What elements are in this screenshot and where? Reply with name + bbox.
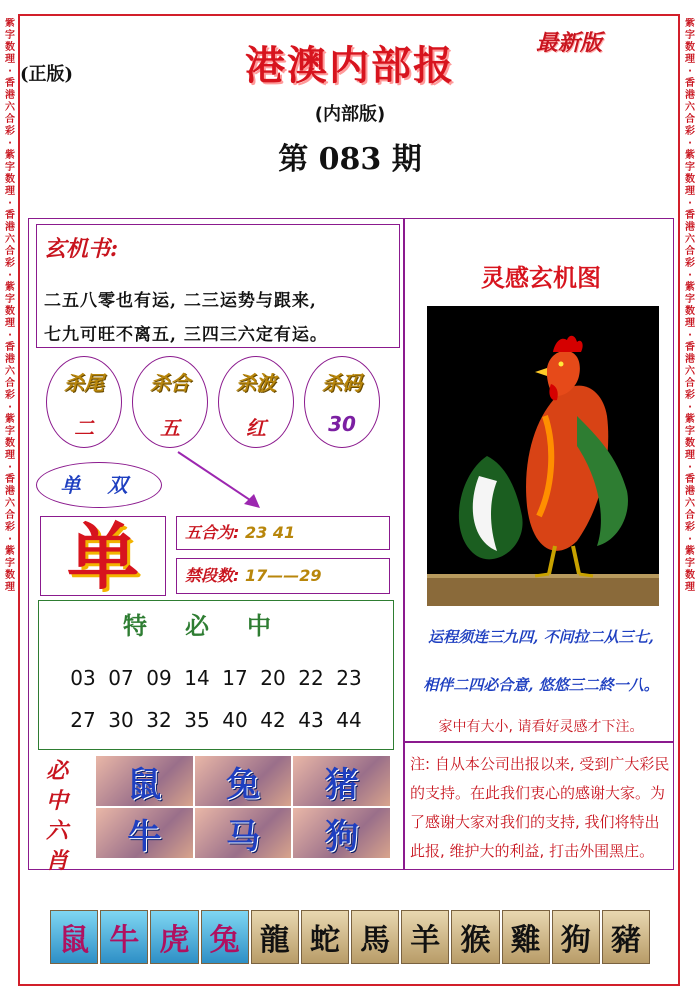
- side-strip-char: ·: [8, 66, 12, 77]
- side-strip-char: 香: [5, 210, 15, 221]
- side-strip-char: 字: [685, 426, 695, 437]
- zodiac-tile: 蛇: [301, 910, 349, 964]
- side-strip-char: 紫: [5, 150, 15, 161]
- oval-sha-ma: [304, 356, 380, 448]
- side-strip-char: ·: [8, 462, 12, 473]
- side-strip-char: 港: [685, 222, 695, 233]
- side-strip-char: 理: [685, 582, 695, 593]
- zodiac-tile: 兔: [201, 910, 249, 964]
- side-strip-char: 彩: [685, 390, 695, 401]
- number-cell: 30: [108, 708, 134, 732]
- side-strip-char: 彩: [5, 126, 15, 137]
- side-strip-char: 数: [685, 438, 695, 449]
- side-strip-char: 六: [5, 366, 15, 377]
- number-row-1: [40, 666, 392, 690]
- page-title: 港澳内部报: [245, 42, 455, 89]
- inspiration-title: 灵感玄机图: [481, 263, 601, 292]
- side-strip-char: 字: [685, 30, 695, 41]
- rooster-image: [427, 306, 659, 606]
- number-cell: 22: [298, 666, 324, 690]
- side-strip-char: 香: [685, 78, 695, 89]
- side-strip-char: 紫: [685, 150, 695, 161]
- number-cell: 40: [222, 708, 248, 732]
- zhuduan-box: [176, 558, 390, 594]
- side-strip-char: 港: [685, 354, 695, 365]
- zodiac-pick: 马: [195, 808, 292, 858]
- number-cell: 35: [184, 708, 210, 732]
- zodiac-tile: 豬: [602, 910, 650, 964]
- side-strip-char: 香: [5, 342, 15, 353]
- number-cell: 42: [260, 708, 286, 732]
- side-strip-char: 彩: [685, 126, 695, 137]
- side-strip-char: 合: [5, 114, 15, 125]
- side-strip-char: 合: [685, 246, 695, 257]
- side-strip-char: 字: [685, 162, 695, 173]
- side-strip-char: ·: [8, 402, 12, 413]
- number-cell: 32: [146, 708, 172, 732]
- side-strip-char: 彩: [5, 390, 15, 401]
- side-strip-char: 彩: [5, 258, 15, 269]
- zhuduan-label: 禁段数:: [185, 566, 240, 585]
- side-strip-char: 理: [5, 186, 15, 197]
- side-strip-char: 香: [5, 78, 15, 89]
- side-strip-char: 港: [685, 486, 695, 497]
- side-strip-char: 字: [5, 30, 15, 41]
- side-strip-char: ·: [688, 402, 692, 413]
- side-strip-char: 合: [5, 510, 15, 521]
- number-cell: 23: [336, 666, 362, 690]
- number-cell: 14: [184, 666, 210, 690]
- side-strip-char: 紫: [5, 414, 15, 425]
- side-strip-char: 合: [5, 246, 15, 257]
- zodiac-tile: 龍: [251, 910, 299, 964]
- number-row-2: [40, 708, 392, 732]
- number-cell: 03: [70, 666, 96, 690]
- wuhe-box: [176, 516, 390, 550]
- number-cell: 09: [146, 666, 172, 690]
- side-strip-char: 字: [5, 558, 15, 569]
- six-zodiac-label: 必中六肖: [45, 758, 68, 874]
- oval-label: 杀波: [236, 371, 276, 395]
- side-strip-char: 香: [685, 474, 695, 485]
- side-strip-char: 理: [685, 318, 695, 329]
- pointer-arrow-icon: [170, 446, 270, 516]
- side-strip-char: 理: [685, 186, 695, 197]
- zodiac-tile: 牛: [100, 910, 148, 964]
- wuhe-label: 五合为:: [185, 523, 240, 542]
- oval-value: 二: [74, 416, 94, 440]
- side-strip-char: 紫: [685, 282, 695, 293]
- oval-value: 30: [328, 412, 356, 436]
- number-cell: 17: [222, 666, 248, 690]
- tebi-title: 特必中: [123, 611, 309, 640]
- zodiac-pick: 狗: [293, 808, 390, 858]
- side-strip-char: 字: [5, 294, 15, 305]
- zodiac-pick: 鼠: [96, 756, 193, 806]
- zodiac-tile: 猴: [451, 910, 499, 964]
- side-strip-char: 数: [5, 570, 15, 581]
- side-strip-char: 紫: [685, 18, 695, 29]
- oval-value: 五: [160, 416, 180, 440]
- side-strip-char: 数: [685, 570, 695, 581]
- oval-sha-he: [132, 356, 208, 448]
- number-cell: 27: [70, 708, 96, 732]
- side-strip-char: 数: [5, 438, 15, 449]
- zhuduan-value: 17——29: [239, 566, 322, 585]
- right-verse-1: 运程须连三九四, 不问拉二从三七,: [428, 628, 654, 646]
- side-strip-char: ·: [688, 138, 692, 149]
- side-strip-char: 字: [685, 294, 695, 305]
- oval-sha-wei: [46, 356, 122, 448]
- side-strip-char: 紫: [685, 546, 695, 557]
- side-strip-char: 理: [5, 582, 15, 593]
- side-strip-char: 六: [685, 366, 695, 377]
- oval-sha-bo: [218, 356, 294, 448]
- side-strip-char: 紫: [5, 18, 15, 29]
- side-strip-char: ·: [8, 330, 12, 341]
- side-strip-char: 合: [5, 378, 15, 389]
- side-strip-char: ·: [688, 462, 692, 473]
- side-strip-char: 数: [685, 306, 695, 317]
- xuanji-title: 玄机书:: [44, 236, 119, 262]
- side-strip-char: ·: [688, 66, 692, 77]
- side-strip-char: ·: [688, 534, 692, 545]
- side-strip-char: 紫: [5, 546, 15, 557]
- side-strip-char: 数: [685, 174, 695, 185]
- zodiac-tile: 馬: [351, 910, 399, 964]
- side-strip-char: 数: [5, 306, 15, 317]
- side-strip-char: 彩: [685, 258, 695, 269]
- oval-value: 红: [246, 416, 266, 440]
- side-strip-char: 理: [5, 318, 15, 329]
- side-strip-char: ·: [8, 198, 12, 209]
- oval-label: 杀合: [150, 371, 190, 395]
- notice-text: 注: 自从本公司出报以来, 受到广大彩民的支持。在此我们衷心的感谢大家。为了感谢大家对我们的支持, 我们将特出此报, 维护大的利益, 打击外围黑庄。: [410, 755, 670, 860]
- side-strip-char: 港: [685, 90, 695, 101]
- xuanji-line-1: 二五八零也有运, 二三运势与跟来,: [44, 291, 317, 311]
- side-strip-char: 数: [5, 42, 15, 53]
- side-strip-char: ·: [8, 138, 12, 149]
- side-strip-char: 六: [685, 102, 695, 113]
- side-strip-char: 字: [5, 426, 15, 437]
- number-cell: 20: [260, 666, 286, 690]
- side-strip-char: 港: [5, 222, 15, 233]
- odd-even-label: 单 双: [36, 462, 162, 508]
- side-strip-char: 合: [685, 114, 695, 125]
- side-strip-char: 合: [685, 510, 695, 521]
- zodiac-pick: 猪: [293, 756, 390, 806]
- right-note: 家中有大小, 请看好灵感才下注。: [438, 719, 644, 735]
- side-strip-char: 紫: [5, 282, 15, 293]
- side-strip-char: ·: [688, 198, 692, 209]
- side-strip-char: 六: [5, 234, 15, 245]
- side-strip-char: 紫: [685, 414, 695, 425]
- side-strip-char: ·: [688, 270, 692, 281]
- side-strip-char: 彩: [5, 522, 15, 533]
- side-strip-char: 香: [685, 342, 695, 353]
- side-strip-char: 理: [5, 54, 15, 65]
- side-strip-char: 理: [685, 54, 695, 65]
- latest-edition-label: 最新版: [536, 30, 603, 56]
- side-strip-char: 香: [5, 474, 15, 485]
- side-strip-char: 字: [685, 558, 695, 569]
- number-cell: 43: [298, 708, 324, 732]
- zodiac-tile: 虎: [150, 910, 198, 964]
- side-strip-char: 数: [5, 174, 15, 185]
- oval-label: 杀尾: [64, 371, 104, 395]
- side-strip-char: 港: [5, 90, 15, 101]
- side-strip-char: ·: [8, 270, 12, 281]
- zodiac-tile: 狗: [552, 910, 600, 964]
- xuanji-line-2: 七九可旺不离五, 三四三六定有运。: [44, 325, 328, 345]
- side-strip-char: 六: [5, 498, 15, 509]
- side-strip-char: 六: [685, 234, 695, 245]
- zodiac-pick: 兔: [195, 756, 292, 806]
- issue-number: 第 083 期: [278, 142, 422, 177]
- zodiac-tile: 雞: [502, 910, 550, 964]
- zodiac-strip: [50, 910, 650, 964]
- zodiac-pick: 牛: [96, 808, 193, 858]
- zodiac-tile: 羊: [401, 910, 449, 964]
- big-odd-char: 单: [40, 516, 166, 596]
- side-strip-char: 香: [685, 210, 695, 221]
- side-strip-char: 理: [5, 450, 15, 461]
- edition-label: (正版): [20, 64, 74, 85]
- side-strip-char: 六: [5, 102, 15, 113]
- wuhe-value: 23 41: [239, 523, 296, 542]
- right-verse-2: 相伴二四必合意, 悠悠三二終一八。: [423, 676, 659, 694]
- side-strip-char: 理: [685, 450, 695, 461]
- number-cell: 44: [336, 708, 362, 732]
- zodiac-tile: 鼠: [50, 910, 98, 964]
- side-strip-char: 六: [685, 498, 695, 509]
- side-strip-char: 港: [5, 354, 15, 365]
- side-strip-char: ·: [688, 330, 692, 341]
- oval-label: 杀码: [322, 371, 362, 395]
- zodiac-pick-grid: [96, 756, 390, 858]
- side-strip-char: ·: [8, 534, 12, 545]
- number-cell: 07: [108, 666, 134, 690]
- side-strip-char: 港: [5, 486, 15, 497]
- side-strip-char: 字: [5, 162, 15, 173]
- side-strip-char: 彩: [685, 522, 695, 533]
- side-strip-char: 合: [685, 378, 695, 389]
- side-strip-char: 数: [685, 42, 695, 53]
- page-subtitle: (内部版): [314, 104, 386, 125]
